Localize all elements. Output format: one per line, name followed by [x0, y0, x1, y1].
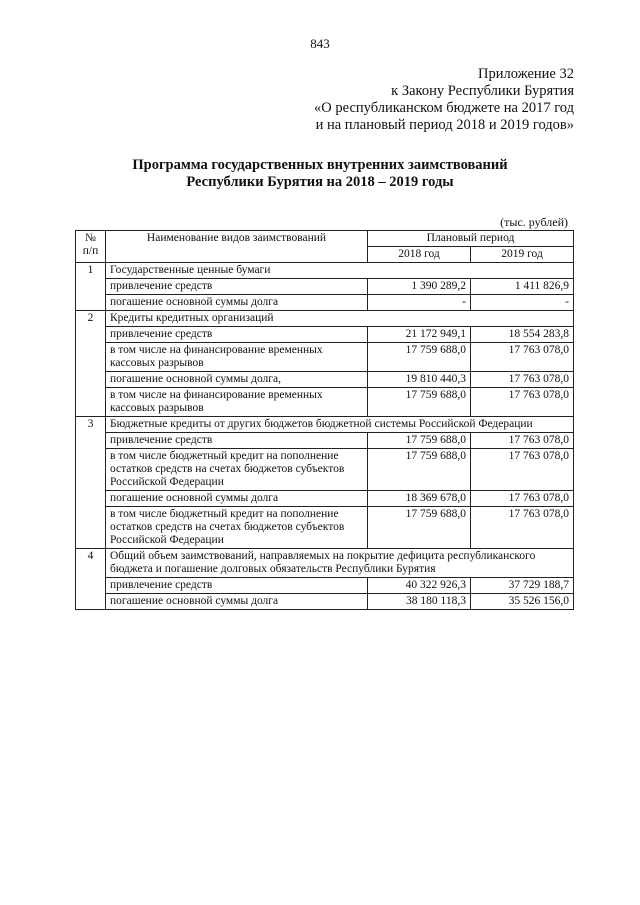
group-title: Общий объем заимствований, направляемых на покрытие дефицита республиканского бюджета и погашение долговых обязательств Республики Бурятия	[106, 549, 574, 578]
row-label: привлечение средств	[106, 578, 368, 594]
value-2019: 17 763 078,0	[471, 372, 574, 388]
value-2019: 35 526 156,0	[471, 594, 574, 610]
value-2019: 17 763 078,0	[471, 388, 574, 417]
row-label: в том числе на финансирование временных кассовых разрывов	[106, 343, 368, 372]
row-label: привлечение средств	[106, 327, 368, 343]
appendix-line-2: к Закону Республики Бурятия	[391, 83, 574, 99]
row-label: погашение основной суммы долга	[106, 594, 368, 610]
header-year-2018: 2018 год	[368, 247, 471, 263]
table-row	[76, 578, 574, 594]
header-number-line-1: №	[85, 232, 96, 244]
value-2019: 1 411 826,9	[471, 279, 574, 295]
value-2018: 17 759 688,0	[368, 343, 471, 372]
page-number: 843	[310, 36, 330, 51]
table-row	[76, 433, 574, 449]
appendix-line-3: «О республиканском бюджете на 2017 год	[314, 100, 574, 116]
value-2018: 1 390 289,2	[368, 279, 471, 295]
group-number: 3	[76, 417, 106, 549]
value-2019: 17 763 078,0	[471, 491, 574, 507]
table-group-row	[76, 549, 574, 578]
document-title-line-1: Программа государственных внутренних заимствований	[132, 157, 508, 173]
units-note: (тыс. рублей)	[500, 215, 568, 229]
borrowings-table	[75, 230, 574, 610]
header-number-line-2: п/п	[82, 245, 99, 257]
value-2018: 17 759 688,0	[368, 433, 471, 449]
value-2019: 17 763 078,0	[471, 507, 574, 549]
table-row	[76, 507, 574, 549]
row-label: в том числе бюджетный кредит на пополнение остатков средств на счетах бюджетов субъектов Российской Федерации	[106, 507, 368, 549]
row-label: погашение основной суммы долга,	[106, 372, 368, 388]
group-title: Бюджетные кредиты от других бюджетов бюджетной системы Российской Федерации	[106, 417, 574, 433]
document-title	[0, 157, 640, 191]
table-group-row	[76, 417, 574, 433]
group-title: Государственные ценные бумаги	[106, 263, 574, 279]
table-group-row	[76, 263, 574, 279]
value-2019: -	[471, 295, 574, 311]
value-2018: 17 759 688,0	[368, 388, 471, 417]
appendix-line-4: и на плановый период 2018 и 2019 годов»	[315, 117, 574, 133]
value-2019: 17 763 078,0	[471, 433, 574, 449]
value-2019: 37 729 188,7	[471, 578, 574, 594]
row-label: привлечение средств	[106, 279, 368, 295]
table-body	[76, 263, 574, 610]
value-2018: 19 810 440,3	[368, 372, 471, 388]
table-row	[76, 327, 574, 343]
table-header-row	[76, 231, 574, 247]
group-number: 1	[76, 263, 106, 311]
header-year-2019: 2019 год	[471, 247, 574, 263]
appendix-line-1: Приложение 32	[478, 66, 574, 82]
table-row	[76, 279, 574, 295]
table-row	[76, 594, 574, 610]
row-label: привлечение средств	[106, 433, 368, 449]
value-2019: 17 763 078,0	[471, 449, 574, 491]
row-label: погашение основной суммы долга	[106, 295, 368, 311]
group-title: Кредиты кредитных организаций	[106, 311, 574, 327]
table-row	[76, 343, 574, 372]
value-2018: 18 369 678,0	[368, 491, 471, 507]
value-2018: 40 322 926,3	[368, 578, 471, 594]
group-number: 4	[76, 549, 106, 610]
group-number: 2	[76, 311, 106, 417]
table-row	[76, 295, 574, 311]
value-2018: 21 172 949,1	[368, 327, 471, 343]
table-row	[76, 372, 574, 388]
value-2019: 17 763 078,0	[471, 343, 574, 372]
table-row	[76, 388, 574, 417]
table-group-row	[76, 311, 574, 327]
value-2018: 17 759 688,0	[368, 507, 471, 549]
value-2018: 17 759 688,0	[368, 449, 471, 491]
header-number	[76, 231, 106, 263]
row-label: в том числе на финансирование временных кассовых разрывов	[106, 388, 368, 417]
appendix-reference	[314, 66, 574, 134]
row-label: погашение основной суммы долга	[106, 491, 368, 507]
document-title-line-2: Республики Бурятия на 2018 – 2019 годы	[186, 174, 454, 190]
table-header	[76, 231, 574, 263]
table-row	[76, 449, 574, 491]
value-2018: -	[368, 295, 471, 311]
header-name: Наименование видов заимствований	[106, 231, 368, 263]
table-row	[76, 491, 574, 507]
value-2019: 18 554 283,8	[471, 327, 574, 343]
value-2018: 38 180 118,3	[368, 594, 471, 610]
header-planning-period: Плановый период	[368, 231, 574, 247]
row-label: в том числе бюджетный кредит на пополнение остатков средств на счетах бюджетов субъектов Российской Федерации	[106, 449, 368, 491]
